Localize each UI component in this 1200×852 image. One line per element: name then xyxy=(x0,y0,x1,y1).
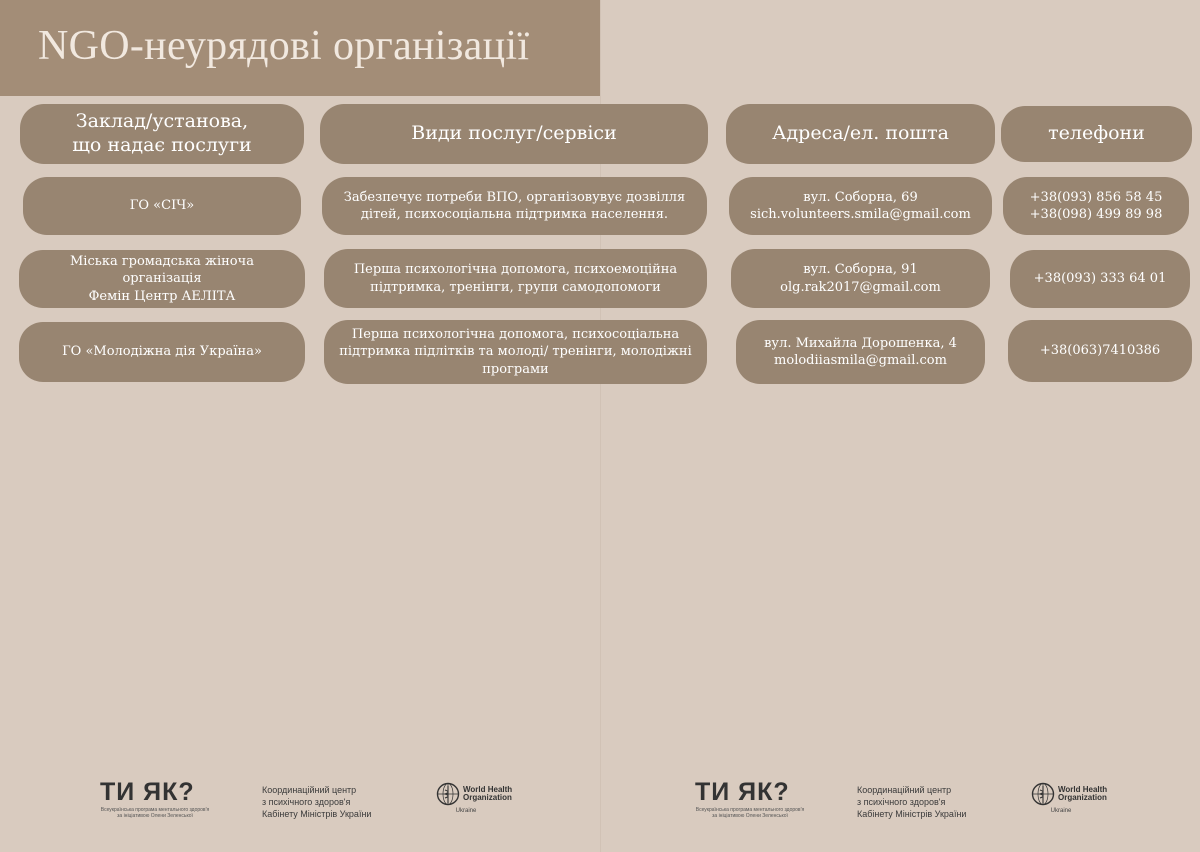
header-institution-line: Заклад/установа, xyxy=(75,110,249,133)
page-title: NGO-неурядові організації xyxy=(38,23,530,69)
tiyak-brand: ТИ ЯК? xyxy=(100,778,195,806)
header-institution xyxy=(20,104,304,164)
cell-line: +38(063)7410386 xyxy=(1039,343,1161,359)
row-1-address xyxy=(729,177,992,235)
coord-line: Кабінету Міністрів України xyxy=(262,809,372,820)
row-2-address xyxy=(731,249,990,308)
header-phones-label: телефони xyxy=(1048,122,1145,145)
row-1-name xyxy=(23,177,301,235)
who-logo xyxy=(1031,782,1111,814)
cell-line: програми xyxy=(482,361,549,377)
header-institution-line: що надає послуги xyxy=(72,134,252,156)
who-emblem-icon xyxy=(1031,782,1055,806)
cell-line: Забезпечує потреби ВПО, організовувує дозвілля xyxy=(343,189,686,205)
title-band xyxy=(0,0,600,96)
coordination-center xyxy=(857,784,966,820)
cell-line: Фемін Центр АЕЛІТА xyxy=(88,288,236,304)
cell-line: +38(098) 499 89 98 xyxy=(1029,207,1163,222)
row-3-name xyxy=(19,322,305,382)
coord-line: Координаційний центр xyxy=(262,785,357,795)
who-emblem-icon xyxy=(436,782,460,806)
row-1-services xyxy=(322,177,707,235)
row-2-name xyxy=(19,250,305,308)
who-logo xyxy=(436,782,516,814)
header-phones xyxy=(1001,106,1192,162)
who-country: Ukraine xyxy=(1050,808,1072,814)
cell-line: вул. Соборна, 91 xyxy=(803,262,918,278)
tiyak-brand: ТИ ЯК? xyxy=(695,778,790,806)
cell-line: ГО «Молодіжна дія Україна» xyxy=(62,344,262,360)
who-name-line: Organization xyxy=(1058,793,1107,802)
who-name-line: World Health xyxy=(1058,784,1108,794)
tiyak-sub-line: за ініціативою Олени Зеленської xyxy=(712,813,788,819)
cell-line: вул. Соборна, 69 xyxy=(803,189,918,205)
header-services xyxy=(320,104,708,164)
row-3-address xyxy=(736,320,985,384)
header-address-label: Адреса/ел. пошта xyxy=(772,122,949,145)
cell-line: підтримка підлітків та молоді/ тренінги, молодіжні xyxy=(339,344,692,360)
cell-line: Перша психологічна допомога, психоемоційна xyxy=(353,262,678,278)
row-3-phones xyxy=(1008,320,1192,382)
row-1-phones xyxy=(1003,177,1189,235)
row-2-phones xyxy=(1010,250,1190,308)
who-name-line: Organization xyxy=(463,793,512,802)
who-country: Ukraine xyxy=(455,808,477,814)
tiyak-sub-line: Всеукраїнська програма ментального здоров'я xyxy=(100,807,210,813)
tiyak-logo xyxy=(100,780,210,819)
cell-line: дітей, психосоціальна підтримка населення. xyxy=(360,207,669,222)
cell-line: вул. Михайла Дорошенка, 4 xyxy=(764,335,957,351)
cell-line: Міська громадська жіноча організація xyxy=(70,254,254,287)
coord-line: з психічного здоров'я xyxy=(857,797,946,808)
row-3-services xyxy=(324,320,707,384)
tiyak-sub-line: Всеукраїнська програма ментального здоров'я xyxy=(695,807,805,813)
header-services-label: Види послуг/сервіси xyxy=(411,122,617,145)
cell-line: ГО «СІЧ» xyxy=(129,198,195,214)
header-address xyxy=(726,104,995,164)
tiyak-sub-line: за ініціативою Олени Зеленської xyxy=(117,813,193,819)
cell-line: sich.volunteers.smila@gmail.com xyxy=(750,207,971,222)
cell-line: +38(093) 333 64 01 xyxy=(1033,271,1167,287)
cell-line: підтримка, тренінги, групи самодопомоги xyxy=(370,279,661,295)
cell-line: Перша психологічна допомога, психосоціальна xyxy=(351,327,680,343)
cell-line: olg.rak2017@gmail.com xyxy=(780,279,941,295)
coord-line: Координаційний центр xyxy=(857,785,952,795)
who-name-line: World Health xyxy=(463,784,513,794)
row-2-services xyxy=(324,249,707,308)
coord-line: Кабінету Міністрів України xyxy=(857,809,967,820)
coordination-center xyxy=(262,784,371,820)
cell-line: molodiiasmila@gmail.com xyxy=(774,353,947,368)
cell-line: +38(093) 856 58 45 xyxy=(1029,189,1163,205)
coord-line: з психічного здоров'я xyxy=(262,797,351,808)
tiyak-logo xyxy=(695,780,805,819)
